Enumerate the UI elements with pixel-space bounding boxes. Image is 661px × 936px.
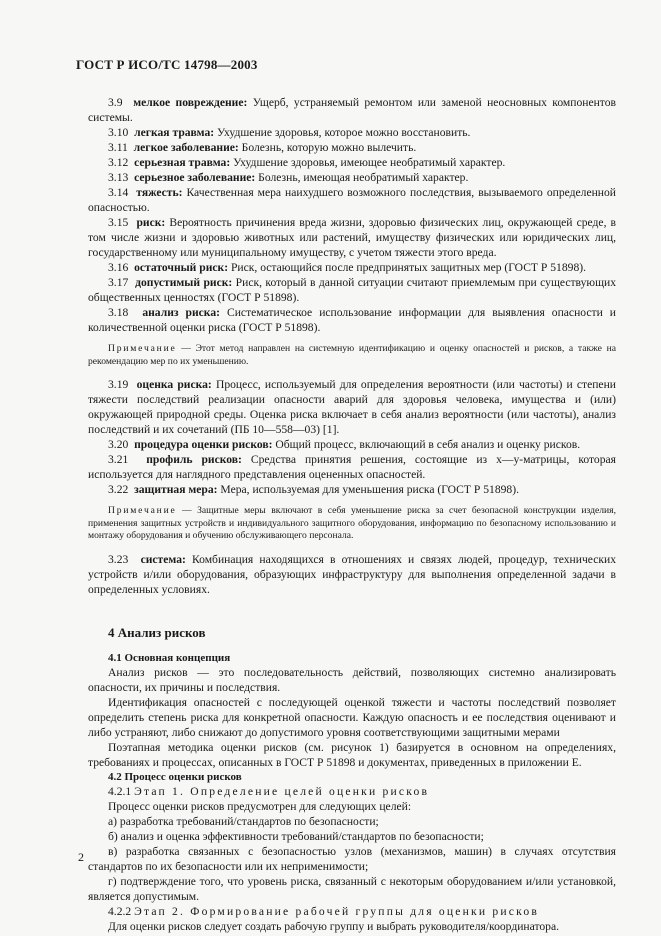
def-number: 3.16 <box>108 261 129 274</box>
def-term: легкое заболевание: <box>133 141 239 154</box>
def-number: 3.10 <box>108 126 129 139</box>
def-term: защитная мера: <box>134 483 218 496</box>
def-number: 3.15 <box>108 216 129 229</box>
definition-item <box>88 140 616 155</box>
def-number: 3.21 <box>108 453 129 466</box>
def-term: допустимый риск: <box>135 276 233 289</box>
definition-item <box>88 185 616 215</box>
def-text: Процесс, используемый для определения вероятности (или частоты) и степени тяжести последствий реализации опасности аварий для здоровья человека, имущества и (или) окружающей природной среды. Оценка риска включает в себя анализ вероятности (или частоты), анализ последствий и их сочетаний (ПБ 10—558—03) [1]. <box>88 378 616 436</box>
def-number: 3.11 <box>108 141 128 154</box>
note-text: — Этот метод направлен на системную идентификацию и оценку опасностей и рисков, а также на рекомендацию мер по их уменьшению. <box>88 343 616 367</box>
definition-item <box>88 452 616 482</box>
def-text: Систематическое использование информации для выявления опасности и количественной оценки риска (ГОСТ Р 51898). <box>88 306 616 334</box>
note-text: — Защитные меры включают в себя уменьшение риска за счет безопасной конструкции изделия, применения защитных устройств и индивидуального защитного оборудования, информацию по безопасному использованию и монтажу оборудования и обучению обслуживающего персонала. <box>88 505 616 541</box>
section-4-title: 4 Анализ рисков <box>108 624 206 640</box>
def-term: профиль рисков: <box>146 453 242 466</box>
note-1 <box>88 343 616 368</box>
list-item: в) разработка связанных с безопасностью узлов (механизмов, машин) в случаях отсутствия стандартов по их безопасности или их неприменимости; <box>88 844 616 873</box>
def-term: легкая травма: <box>134 126 215 139</box>
definitions-list <box>88 95 616 335</box>
def-number: 3.12 <box>108 156 129 169</box>
def-term: серьезное заболевание: <box>134 171 256 184</box>
definition-item <box>88 377 616 437</box>
subsection-number: 4.2.1 <box>108 784 132 798</box>
definition-item <box>88 482 616 497</box>
def-text: Болезнь, которую можно вылечить. <box>238 141 417 154</box>
paragraph: Анализ рисков — это последовательность действий, позволяющих системно анализировать опасности, их причины и последствия. <box>88 665 616 694</box>
subsection-4-2-2 <box>88 904 616 919</box>
def-text: Болезнь, имеющая необратимый характер. <box>255 171 469 184</box>
note-2 <box>88 505 616 543</box>
note-label: Примечание <box>108 505 177 516</box>
def-term: остаточный риск: <box>134 261 229 274</box>
def-text: Комбинация находящихся в отношениях и связях людей, процедур, технических устройств и/или оборудования, образующих инфраструктуру для выполнения определенной задачи в определенных условиях. <box>88 552 616 596</box>
paragraph: Идентификация опасностей с последующей оценкой тяжести и частоты последствий позволяет определить степень риска для конкретной опасности. Каждую опасность и ее последствия оценивают и либо устраняют, либо снижают до допустимого уровня соответствующими защитными мерами <box>88 695 616 739</box>
def-number: 3.17 <box>108 276 129 289</box>
definition-item <box>88 125 616 140</box>
paragraph: Поэтапная методика оценки рисков (см. рисунок 1) базируется в основном на определениях, требованиях и процессах, описанных в ГОСТ Р 51898 и документах, приведенных в приложении Е. <box>88 740 616 769</box>
def-text: Качественная мера наихудшего возможного последствия, вызываемого определенной опасностью. <box>88 186 617 214</box>
note-label: Примечание <box>108 343 177 354</box>
def-number: 3.14 <box>108 186 129 199</box>
def-number: 3.23 <box>108 552 129 566</box>
subsection-title: Этап 1. Определение целей оценки рисков <box>134 784 430 798</box>
definitions-list-2 <box>88 377 616 497</box>
def-term: серьезная травма: <box>134 156 231 169</box>
subsection-4-2-1 <box>88 784 616 799</box>
def-term: оценка риска: <box>136 378 212 391</box>
def-term: система: <box>140 552 186 566</box>
def-text: Средства принятия решения, состоящие из x—y-матрицы, которая используется для наглядного представления оцененных опасностей. <box>88 453 617 481</box>
def-term: мелкое повреждение: <box>133 96 248 109</box>
def-text: Риск, который в данной ситуации считают приемлемым при существующих общественных ценностях (ГОСТ Р 51898). <box>88 276 616 304</box>
def-text: Ухудшение здоровья, которое можно восстановить. <box>214 126 471 139</box>
definition-item <box>88 95 616 125</box>
section-4-1-title: 4.1 Основная концепция <box>108 651 231 664</box>
page-header: ГОСТ Р ИСО/ТС 14798—2003 <box>76 57 258 72</box>
definition-item <box>88 437 616 452</box>
def-number: 3.22 <box>108 483 129 496</box>
page-number: 2 <box>78 850 84 864</box>
definition-item <box>88 155 616 170</box>
def-number: 3.19 <box>108 378 129 391</box>
def-text: Мера, используемая для уменьшения риска (ГОСТ Р 51898). <box>217 483 519 496</box>
def-text: Общий процесс, включающий в себя анализ и оценку рисков. <box>272 438 581 451</box>
def-term: процедура оценки рисков: <box>134 438 273 451</box>
paragraph: Для оценки рисков следует создать рабочую группу и выбрать руководителя/координатора. <box>108 919 560 933</box>
section-4-2-title: 4.2 Процесс оценки рисков <box>108 770 242 783</box>
def-text: Ущерб, устраняемый ремонтом или заменой неосновных компонентов системы. <box>88 96 616 124</box>
def-text: Риск, остающийся после предпринятых защитных мер (ГОСТ Р 51898). <box>228 261 587 274</box>
def-number: 3.20 <box>108 438 129 451</box>
definition-item <box>88 170 616 185</box>
def-number: 3.9 <box>108 96 123 109</box>
def-term: тяжесть: <box>136 186 183 199</box>
definition-item <box>88 260 616 275</box>
definition-3-23 <box>88 552 616 597</box>
subsection-title: Этап 2. Формирование рабочей группы для оценки рисков <box>134 904 540 918</box>
def-text: Ухудшение здоровья, имеющее необратимый характер. <box>230 156 506 169</box>
paragraph: Процесс оценки рисков предусмотрен для следующих целей: <box>108 799 412 813</box>
def-number: 3.18 <box>108 306 129 319</box>
list-item: а) разработка требований/стандартов по безопасности; <box>108 814 379 828</box>
list-item: б) анализ и оценка эффективности требований/стандартов по безопасности; <box>108 829 484 843</box>
def-text: Вероятность причинения вреда жизни, здоровью физических лиц, окружающей среде, в том числе жизни и здоровью животных или растений, имуществу физических или юридических лиц, государственному или муниципальному имуществу, с учетом тяжести этого вреда. <box>88 216 617 259</box>
definition-item <box>88 275 616 305</box>
subsection-number: 4.2.2 <box>108 904 132 918</box>
def-term: анализ риска: <box>142 306 220 319</box>
document-body <box>88 95 616 934</box>
definition-item <box>88 215 616 260</box>
definition-item <box>88 305 616 335</box>
def-term: риск: <box>136 216 166 229</box>
list-item: г) подтверждение того, что уровень риска, связанный с некоторым оборудованием и/или установкой, является допустимым. <box>88 874 616 903</box>
def-number: 3.13 <box>108 171 129 184</box>
